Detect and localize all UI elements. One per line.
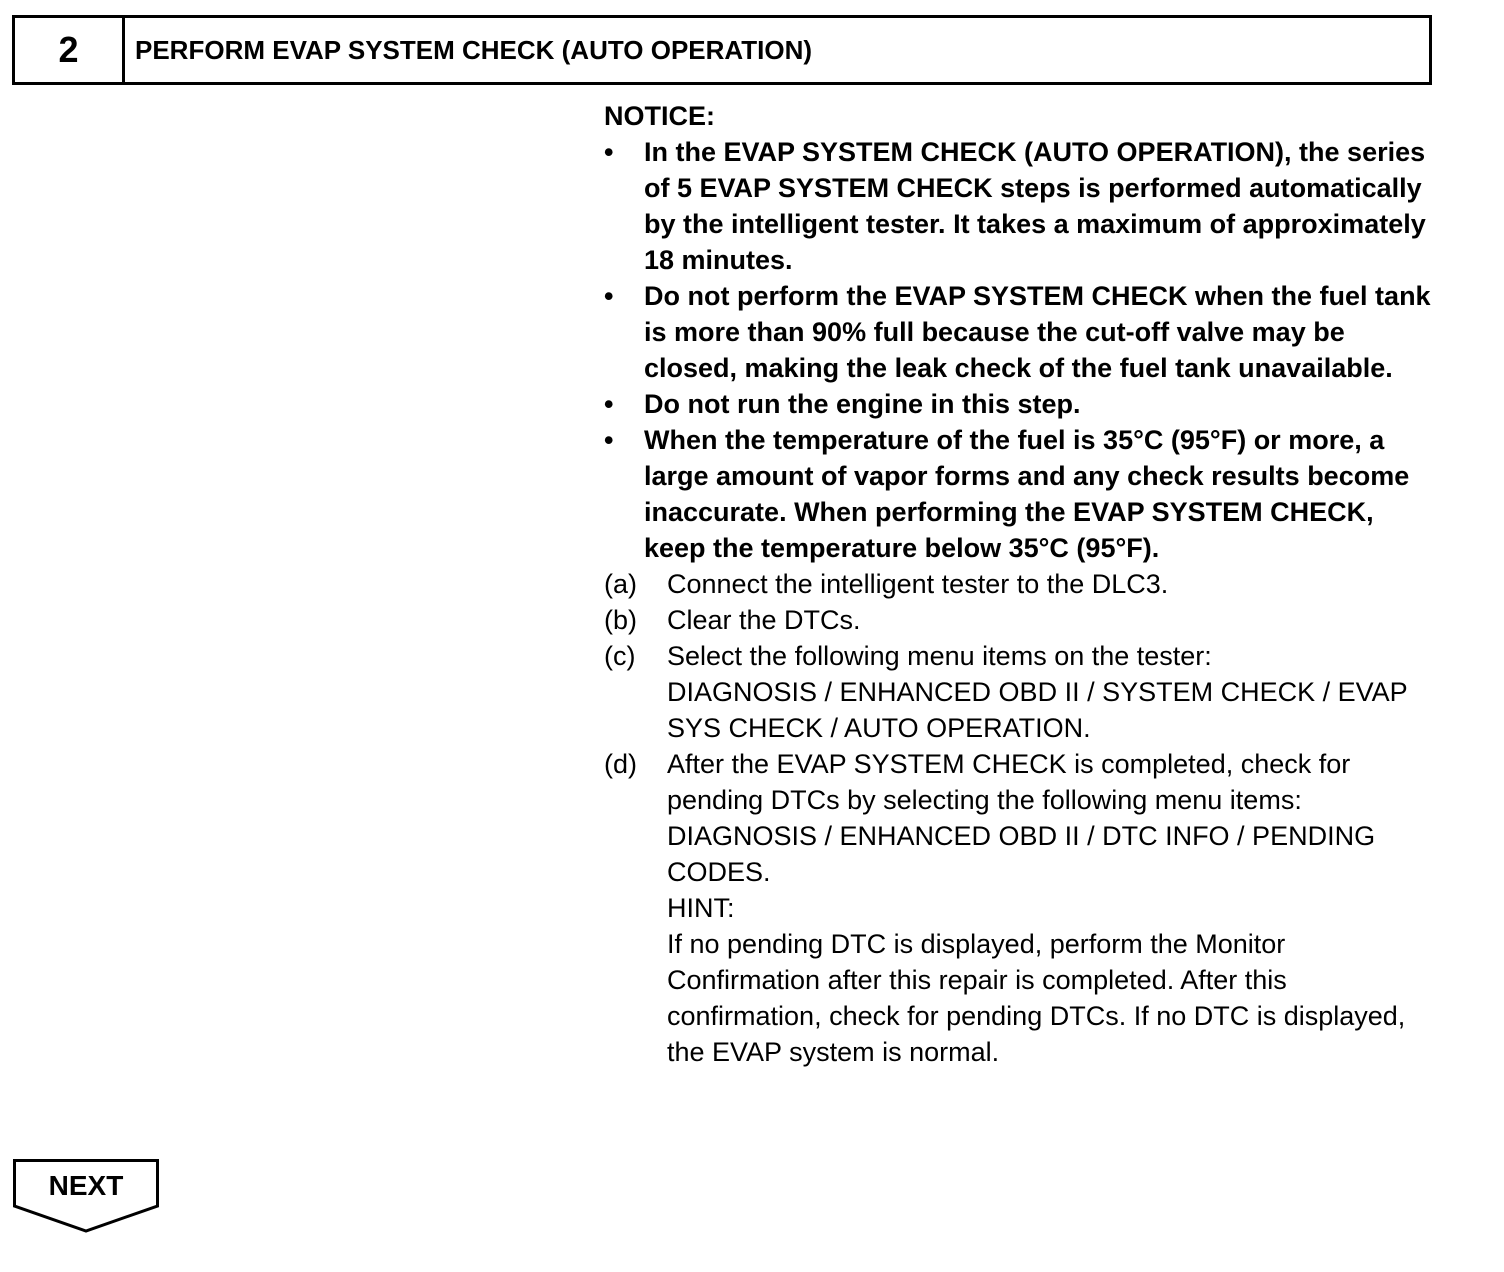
step-label: (d) bbox=[604, 749, 637, 779]
step-text: Connect the intelligent tester to the DLC3. bbox=[667, 569, 1169, 599]
step-label: (b) bbox=[604, 605, 637, 635]
next-label: NEXT bbox=[48, 1170, 124, 1201]
bullet-icon: • bbox=[604, 425, 614, 455]
step-title: PERFORM EVAP SYSTEM CHECK (AUTO OPERATION) bbox=[135, 34, 813, 65]
step-label: (a) bbox=[604, 569, 637, 599]
bullet-icon: • bbox=[604, 389, 614, 419]
hint-text: If no pending DTC is displayed, perform the Monitor Confirmation after this repair is completed. After this confirmation, check for pending DTCs. If no DTC is displayed, the EVAP system is normal. bbox=[667, 929, 1406, 1067]
step-text: After the EVAP SYSTEM CHECK is completed, check for pending DTCs by selecting the following menu items: bbox=[667, 749, 1351, 815]
step-text: Select the following menu items on the tester: bbox=[667, 641, 1212, 671]
notice-item bbox=[604, 134, 1434, 278]
notice-item bbox=[604, 386, 1434, 422]
notice-label: NOTICE: bbox=[604, 101, 715, 131]
notice-item-text: When the temperature of the fuel is 35°C (95°F) or more, a large amount of vapor forms and any check results become inaccurate. When performing the EVAP SYSTEM CHECK, keep the temperature below 35°C (95°F). bbox=[644, 425, 1410, 563]
procedure-step-d bbox=[604, 746, 1434, 1070]
bullet-icon: • bbox=[604, 281, 614, 311]
notice-item bbox=[604, 278, 1434, 386]
notice-item-text: Do not run the engine in this step. bbox=[644, 389, 1081, 419]
step-number: 2 bbox=[15, 18, 125, 82]
procedure-step-c bbox=[604, 638, 1434, 746]
menu-path: DIAGNOSIS / ENHANCED OBD II / DTC INFO / PENDING CODES. bbox=[667, 821, 1376, 887]
hint-label: HINT: bbox=[667, 893, 735, 923]
notice-item-text: Do not perform the EVAP SYSTEM CHECK when the fuel tank is more than 90% full because the cut-off valve may be closed, making the leak check of the fuel tank unavailable. bbox=[644, 281, 1431, 383]
bullet-icon: • bbox=[604, 137, 614, 167]
notice-item-text: In the EVAP SYSTEM CHECK (AUTO OPERATION), the series of 5 EVAP SYSTEM CHECK steps is performed automatically by the intelligent tester. It takes a maximum of approximately 18 minutes. bbox=[644, 137, 1426, 275]
step-header bbox=[12, 15, 1432, 85]
procedure-step-a bbox=[604, 566, 1434, 602]
notice-item bbox=[604, 422, 1434, 566]
step-text: Clear the DTCs. bbox=[667, 605, 861, 635]
step-label: (c) bbox=[604, 641, 636, 671]
procedure-step-b bbox=[604, 602, 1434, 638]
menu-path: DIAGNOSIS / ENHANCED OBD II / SYSTEM CHECK / EVAP SYS CHECK / AUTO OPERATION. bbox=[667, 677, 1408, 743]
next-button[interactable] bbox=[13, 1159, 159, 1233]
step-content bbox=[604, 98, 1434, 1070]
